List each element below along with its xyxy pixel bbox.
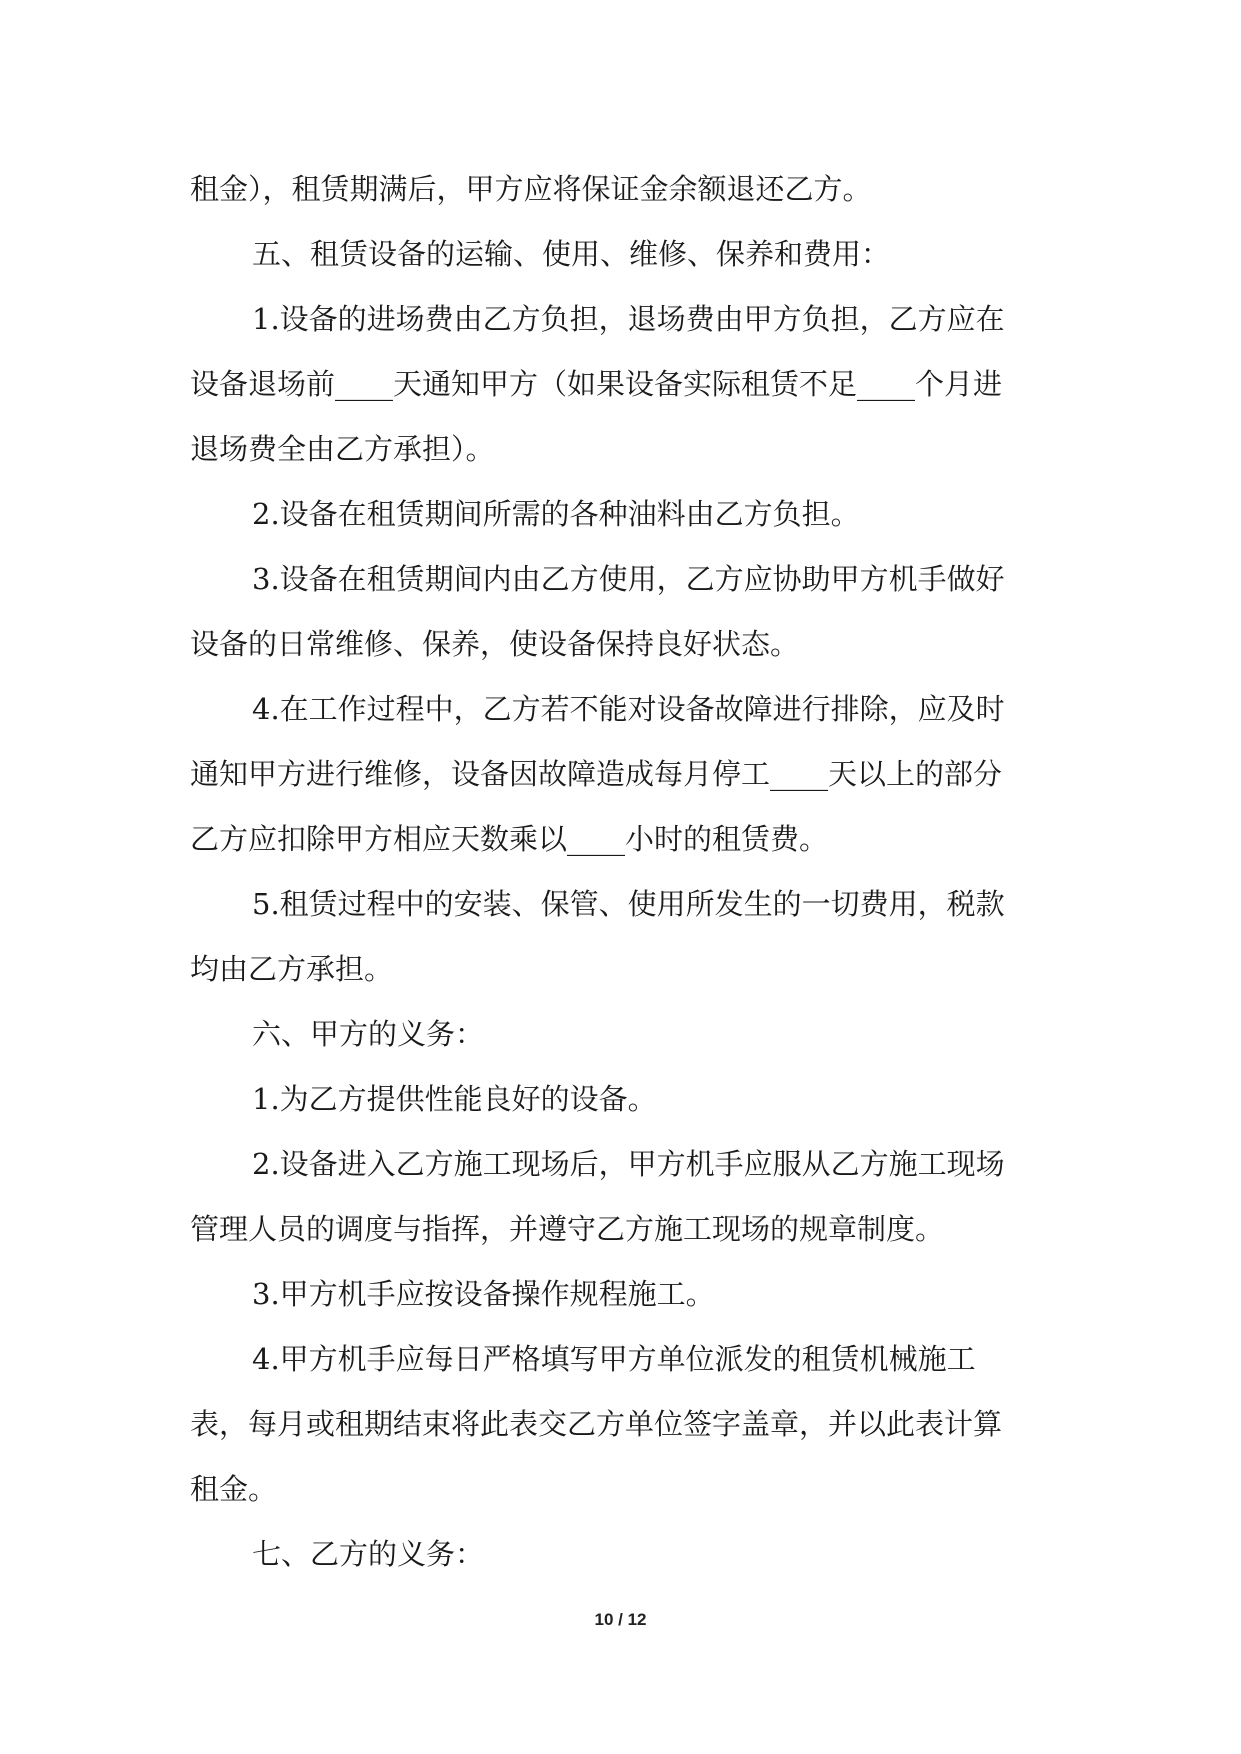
text-line: 4.甲方机手应每日严格填写甲方单位派发的租赁机械施工 xyxy=(252,1342,976,1376)
text-line: 租金。 xyxy=(190,1472,278,1506)
text-line: 表，每月或租期结束将此表交乙方单位签字盖章，并以此表计算 xyxy=(190,1407,1003,1441)
section-heading: 六、甲方的义务： xyxy=(252,1017,485,1051)
text-line: 2.设备在租赁期间所需的各种油料由乙方负担。 xyxy=(252,497,860,531)
text-line: 2.设备进入乙方施工现场后，甲方机手应服从乙方施工现场 xyxy=(252,1147,1005,1181)
text-line: 1.为乙方提供性能良好的设备。 xyxy=(252,1082,657,1116)
text-line: 退场费全由乙方承担）。 xyxy=(190,432,495,466)
text-line: 3.甲方机手应按设备操作规程施工。 xyxy=(252,1277,715,1311)
text-line: 乙方应扣除甲方相应天数乘以____小时的租赁费。 xyxy=(190,822,829,856)
text-line: 租金），租赁期满后，甲方应将保证金余额退还乙方。 xyxy=(190,172,872,206)
text-line: 1.设备的进场费由乙方负担，退场费由甲方负担，乙方应在 xyxy=(252,302,1005,336)
section-heading: 五、租赁设备的运输、使用、维修、保养和费用： xyxy=(252,237,891,271)
section-heading: 七、乙方的义务： xyxy=(252,1537,485,1571)
text-line: 均由乙方承担。 xyxy=(190,952,394,986)
text-line: 设备退场前____天通知甲方（如果设备实际租赁不足____个月进 xyxy=(190,367,1003,401)
text-line: 3.设备在租赁期间内由乙方使用，乙方应协助甲方机手做好 xyxy=(252,562,1005,596)
text-line: 设备的日常维修、保养，使设备保持良好状态。 xyxy=(190,627,800,661)
text-line: 管理人员的调度与指挥，并遵守乙方施工现场的规章制度。 xyxy=(190,1212,945,1246)
page-number: 10 / 12 xyxy=(594,1610,647,1629)
document-body xyxy=(190,157,1058,1587)
text-line: 通知甲方进行维修，设备因故障造成每月停工____天以上的部分 xyxy=(190,757,1003,791)
text-line: 4.在工作过程中，乙方若不能对设备故障进行排除，应及时 xyxy=(252,692,1005,726)
text-line: 5.租赁过程中的安装、保管、使用所发生的一切费用，税款 xyxy=(252,887,1005,921)
